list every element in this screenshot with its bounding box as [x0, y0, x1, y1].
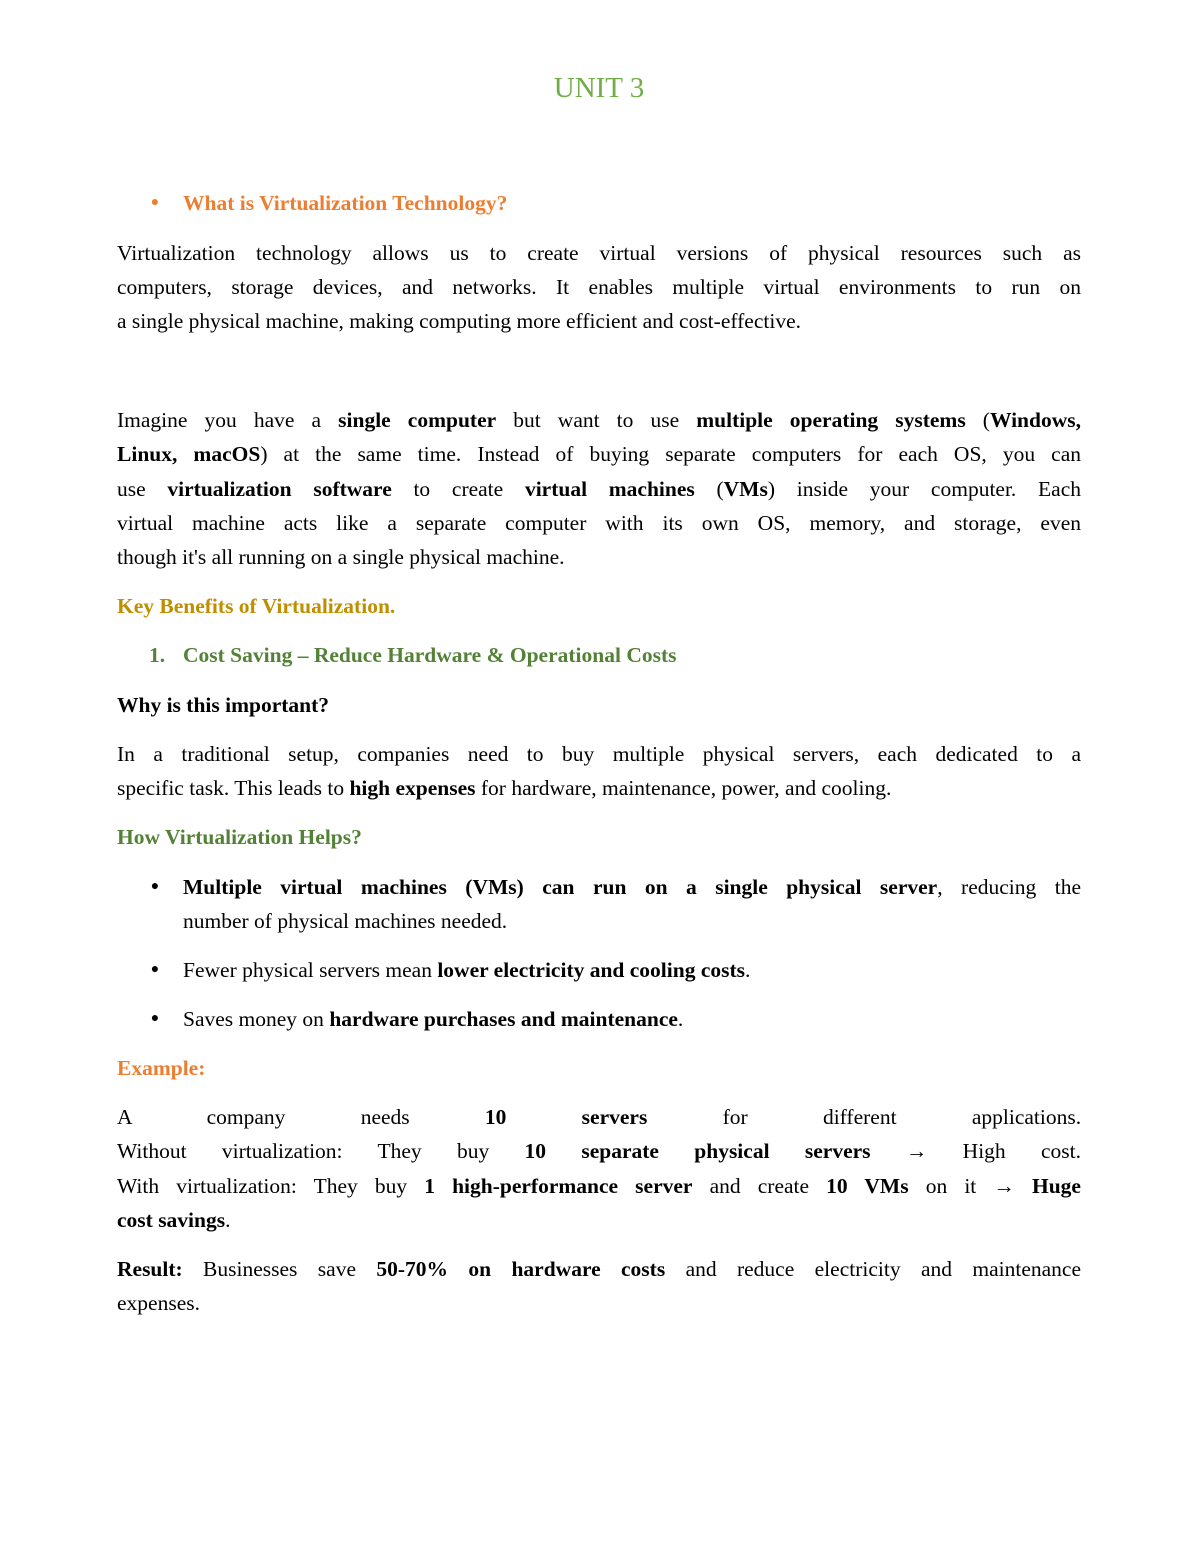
result-line: expenses.	[117, 1291, 200, 1315]
paragraph-line: In a traditional setup, companies need to buy multiple physical servers, each dedicated to a	[117, 742, 1081, 766]
list-item-continuation: number of physical machines needed.	[183, 909, 508, 933]
how-heading: How Virtualization Helps?	[117, 825, 362, 849]
example-heading: Example:	[117, 1056, 206, 1080]
paragraph-line: Virtualization technology allows us to create virtual versions of physical resources such as	[117, 241, 1081, 265]
bullet-icon: ●	[150, 879, 160, 894]
paragraph-line: Linux, macOS) at the same time. Instead of buying separate computers for each OS, you can	[117, 442, 1081, 466]
example-line: A company needs 10 servers for different applications.	[117, 1105, 1082, 1129]
paragraph-line: specific task. This leads to high expenses for hardware, maintenance, power, and cooling.	[117, 776, 892, 800]
page-title: UNIT 3	[553, 72, 645, 104]
paragraph-line: virtual machine acts like a separate computer with its own OS, memory, and storage, even	[117, 511, 1081, 535]
paragraph-line: use virtualization software to create virtual machines (VMs) inside your computer. Each	[117, 477, 1081, 501]
bullet-icon: ●	[150, 195, 160, 210]
paragraph-line: Imagine you have a single computer but want to use multiple operating systems (Windows,	[117, 408, 1081, 432]
paragraph-line: computers, storage devices, and networks. It enables multiple virtual environments to run on	[117, 275, 1081, 299]
result-line: Result: Businesses save 50-70% on hardware costs and reduce electricity and maintenance	[117, 1257, 1081, 1281]
why-heading: Why is this important?	[117, 693, 330, 717]
bullet-icon: ●	[150, 962, 160, 977]
benefits-heading: Key Benefits of Virtualization.	[117, 594, 396, 618]
paragraph-line: a single physical machine, making computing more efficient and cost-effective.	[117, 309, 801, 333]
bullet-icon: ●	[150, 1011, 160, 1026]
example-line: Without virtualization: They buy 10 separate physical servers → High cost.	[117, 1139, 1081, 1163]
example-line: With virtualization: They buy 1 high-performance server and create 10 VMs on it → Huge	[117, 1174, 1081, 1198]
example-line: cost savings.	[117, 1208, 231, 1232]
paragraph-line: though it's all running on a single physical machine.	[117, 545, 565, 569]
